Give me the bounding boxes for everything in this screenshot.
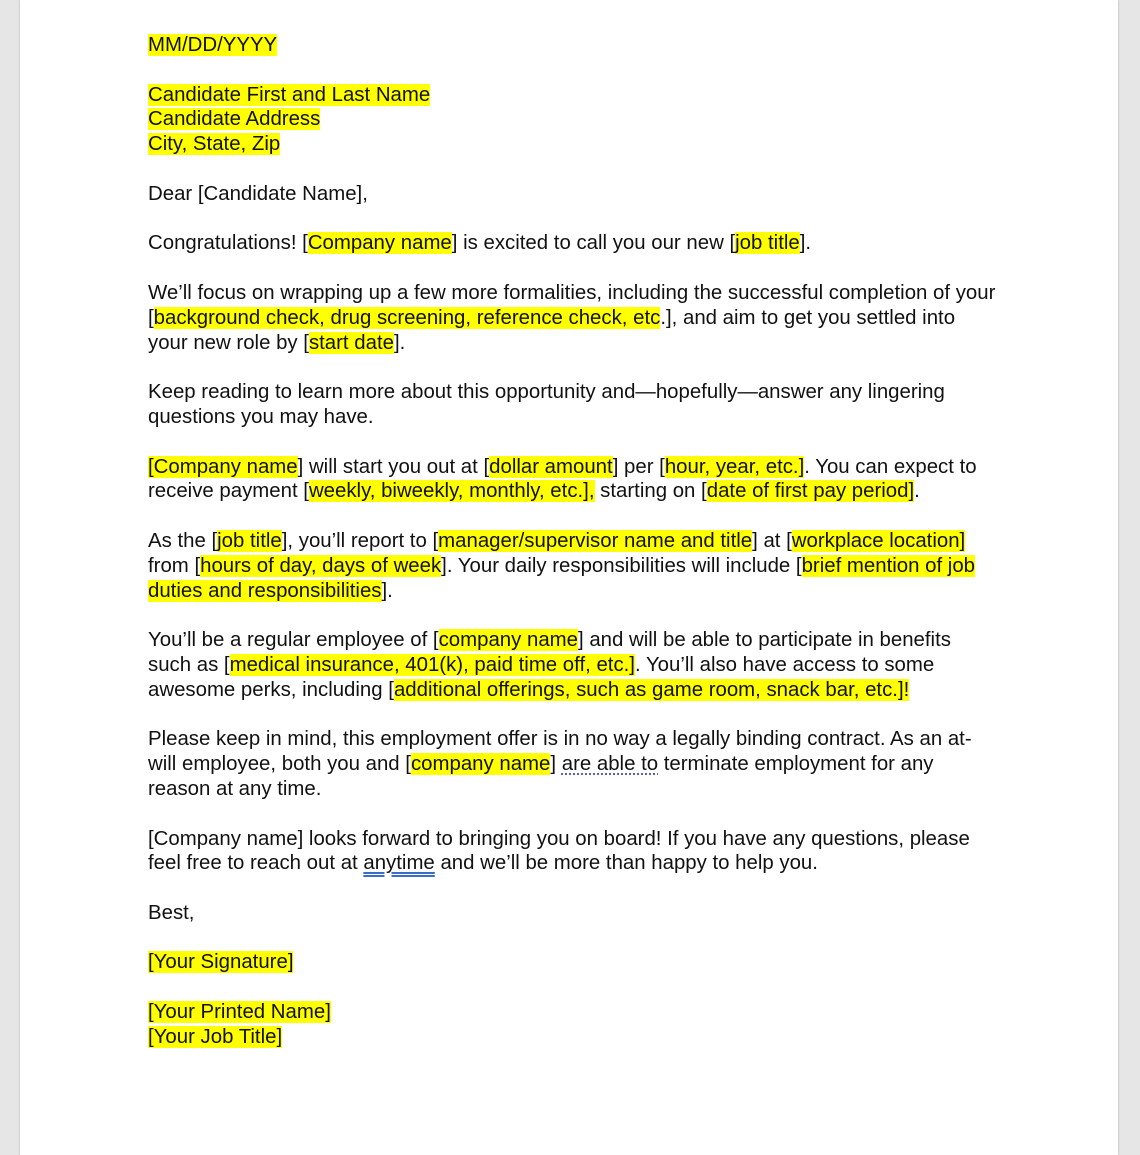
text-run: starting on [ xyxy=(594,480,707,503)
paragraph-keep-reading xyxy=(148,380,998,430)
text-run: terminate employment for any reason at any time. xyxy=(148,753,934,800)
hours-placeholder: hours of day, days of week xyxy=(200,554,442,577)
date-line xyxy=(148,33,998,58)
text-run: ] is excited to call you our new [ xyxy=(451,232,736,255)
company-name-placeholder: Company name xyxy=(307,232,452,255)
text-run: . You’ll also have access to some awesome perks, including [ xyxy=(148,653,935,701)
text-run: Congratulations! [ xyxy=(148,232,308,255)
paragraph-at-will xyxy=(148,727,998,801)
salutation: Dear [Candidate Name], xyxy=(148,182,368,205)
text-run: and we’ll be more than happy to help you. xyxy=(434,852,818,875)
grammar-flagged-text[interactable]: are able to xyxy=(561,753,659,776)
paragraph-closing-note xyxy=(148,827,998,877)
text-run: Please keep in mind, this employment offer is in no way a legally binding contract. As an at-will employee, both you and [ xyxy=(148,728,972,776)
paragraph-reporting xyxy=(148,529,998,603)
text-run: We’ll focus on wrapping up a few more formalities, including the successful completion of your [ xyxy=(148,281,996,329)
company-name-placeholder: [Company name xyxy=(148,455,298,478)
manager-placeholder: manager/supervisor name and title xyxy=(438,529,753,552)
paragraph-formalities xyxy=(148,281,998,355)
closing: Best, xyxy=(148,901,195,924)
duties-placeholder: brief mention of job duties and responsibilities xyxy=(148,554,976,602)
job-title-placeholder: job title xyxy=(217,529,282,552)
text-run: You’ll be a regular employee of [ xyxy=(148,629,439,652)
candidate-address-placeholder: Candidate Address xyxy=(148,108,321,131)
text-run: ] xyxy=(550,753,562,776)
workplace-location-placeholder: workplace location] xyxy=(791,529,966,552)
text-run: . You can expect to receive payment [ xyxy=(148,455,977,503)
text-run: ] per [ xyxy=(612,455,665,478)
date-placeholder: MM/DD/YYYY xyxy=(148,34,278,56)
dollar-amount-placeholder: dollar amount xyxy=(489,455,613,478)
checks-placeholder: background check, drug screening, reference check, etc xyxy=(153,306,661,329)
text-run: Keep reading to learn more about this opportunity and—hopefully—answer any lingering questions you may have. xyxy=(148,381,945,428)
signature-placeholder: [Your Signature] xyxy=(148,951,294,974)
text-run: ] will start you out at [ xyxy=(297,455,490,478)
sender-block xyxy=(148,1000,998,1050)
company-name-placeholder: company name xyxy=(410,753,551,776)
text-run: ]. xyxy=(393,331,406,354)
signature-line xyxy=(148,950,998,975)
text-run: ], you’ll report to [ xyxy=(281,529,439,552)
start-date-placeholder: start date xyxy=(308,331,394,354)
grammar-flagged-text[interactable]: anytime xyxy=(363,852,435,875)
text-run: ] at [ xyxy=(752,529,792,552)
text-run: ] and will be able to participate in benefits such as [ xyxy=(148,629,951,676)
candidate-address-block xyxy=(148,83,998,157)
company-name-placeholder: company name xyxy=(438,629,578,652)
printed-name-placeholder: [Your Printed Name] xyxy=(148,1001,331,1024)
sender-job-title-placeholder: [Your Job Title] xyxy=(148,1025,283,1048)
text-run: ]. xyxy=(381,579,393,602)
document-page xyxy=(20,0,1118,1155)
text-run: .], and aim to get you settled into your new role by [ xyxy=(148,306,956,354)
job-title-placeholder: job title xyxy=(735,232,800,255)
text-run: As the [ xyxy=(148,529,218,552)
text-run: ]. xyxy=(799,232,812,255)
pay-unit-placeholder: hour, year, etc.] xyxy=(664,455,805,478)
paragraph-benefits xyxy=(148,628,998,702)
text-run: [Company name] looks forward to bringing you on board! If you have any questions, please feel free to reach out at xyxy=(148,827,970,875)
paragraph-congratulations xyxy=(148,231,998,256)
text-run: . xyxy=(914,480,920,503)
first-pay-date-placeholder: date of first pay period] xyxy=(706,480,915,503)
text-run: ]. Your daily responsibilities will include [ xyxy=(441,554,802,577)
pay-frequency-placeholder: weekly, biweekly, monthly, etc.], xyxy=(308,480,595,503)
benefits-placeholder: medical insurance, 401(k), paid time off, etc.] xyxy=(229,653,635,676)
candidate-name-placeholder: Candidate First and Last Name xyxy=(148,83,431,106)
text-run: from [ xyxy=(148,554,201,577)
letter-body[interactable] xyxy=(148,33,998,1074)
candidate-city-placeholder: City, State, Zip xyxy=(148,133,281,156)
perks-placeholder: additional offerings, such as game room, snack bar, etc.]! xyxy=(393,678,910,701)
paragraph-compensation xyxy=(148,455,998,505)
